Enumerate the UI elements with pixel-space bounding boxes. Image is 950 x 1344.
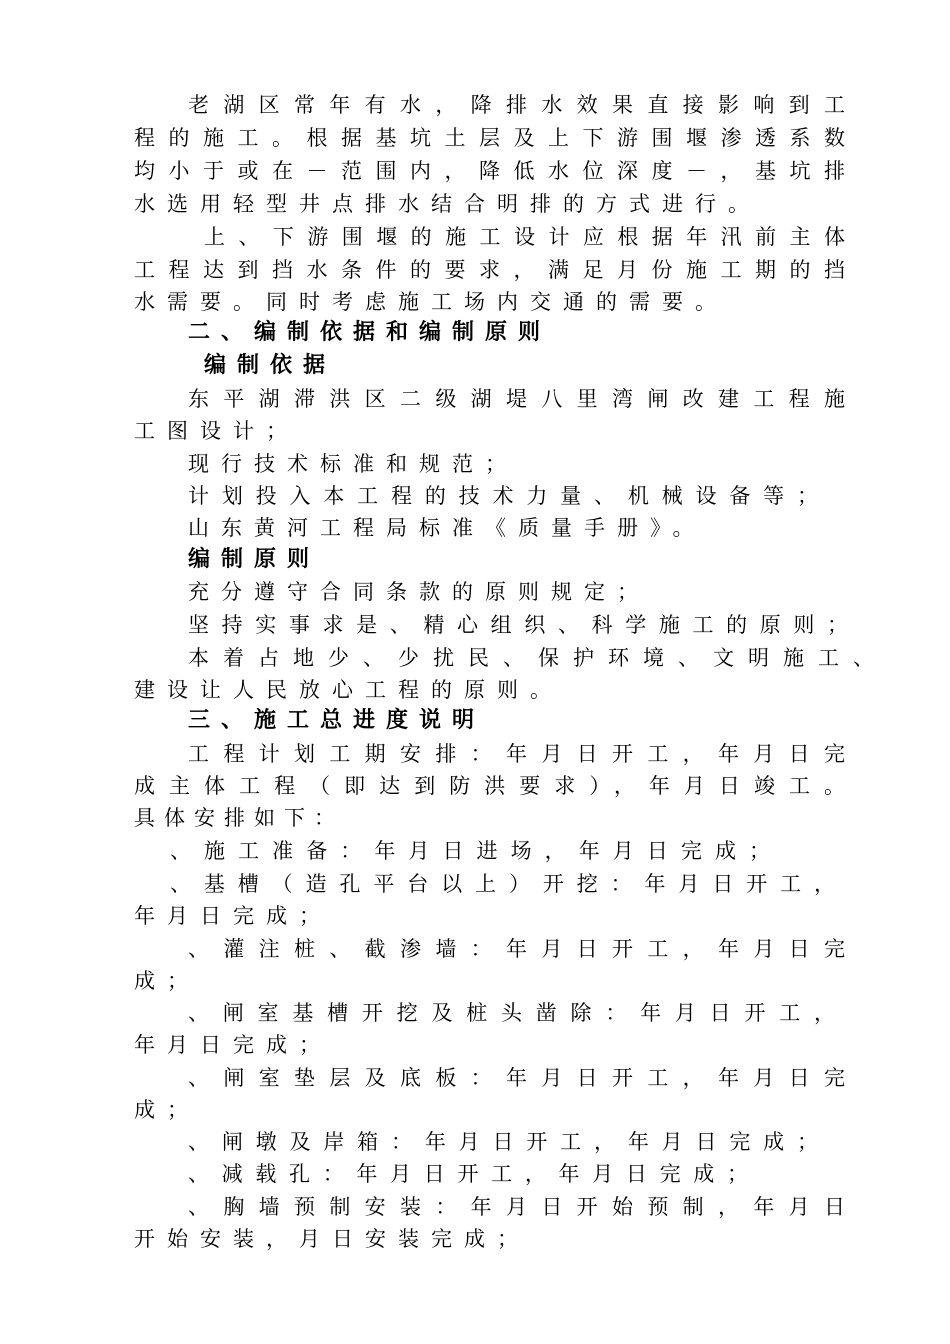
principle-item-3-line-2: 建设让人民放心工程的原则。 <box>134 678 563 702</box>
schedule-item-8-line-1: 、胸墙预制安装：年月日开始预制，年月日 <box>188 1195 845 1219</box>
section-3-heading: 三、施工总进度说明 <box>188 708 486 733</box>
basis-item-3: 计划投入本工程的技术力量、机械设备等； <box>188 484 818 508</box>
schedule-intro-line-2: 成主体工程（即达到防洪要求），年月日竣工。 <box>134 774 845 798</box>
schedule-item-2-line-1: 、基槽（造孔平台以上）开挖：年月日开工， <box>170 872 835 896</box>
schedule-item-1: 、施工准备：年月日进场，年月日完成； <box>170 839 770 863</box>
schedule-item-3-line-2: 成； <box>134 969 200 993</box>
schedule-item-4-line-1: 、闸室基槽开挖及桩头凿除：年月日开工， <box>188 1001 835 1025</box>
basis-item-1-line-2: 工图设计； <box>134 419 299 443</box>
schedule-item-4-line-2: 年月日完成； <box>134 1033 332 1057</box>
paragraph-1-line-4: 水选用轻型井点排水结合明排的方式进行。 <box>134 192 761 216</box>
principles-subheading: 编制原则 <box>188 547 321 572</box>
schedule-intro-line-1: 工程计划工期安排：年月日开工，年月日完 <box>188 742 845 766</box>
paragraph-2-line-1: 上、下游围堰的施工设计应根据年汛前主体 <box>204 225 845 249</box>
schedule-item-2-line-2: 年月日完成； <box>134 904 332 928</box>
basis-item-2: 现行技术标准和规范； <box>188 452 518 476</box>
section-2-heading: 二、编制依据和编制原则 <box>188 320 552 345</box>
schedule-item-6: 、闸墩及岸箱：年月日开工，年月日完成； <box>188 1130 818 1154</box>
basis-item-4: 山东黄河工程局标准《质量手册》。 <box>188 516 706 540</box>
paragraph-1-line-1: 老湖区常年有水，降排水效果直接影响到工 <box>188 93 845 117</box>
schedule-item-5-line-1: 、闸室垫层及底板：年月日开工，年月日完 <box>188 1066 845 1090</box>
schedule-item-7: 、减载孔：年月日开工，年月日完成； <box>188 1162 748 1186</box>
principle-item-2: 坚持实事求是、精心组织、科学施工的原则； <box>188 613 848 637</box>
paragraph-1-line-3: 均小于或在－范围内，降低水位深度－，基坑排 <box>134 159 845 183</box>
principle-item-3-line-1: 本着占地少、少扰民、保护环境、文明施工、 <box>188 646 874 670</box>
schedule-intro-line-3: 具体安排如下： <box>134 806 344 830</box>
schedule-item-5-line-2: 成； <box>134 1098 200 1122</box>
schedule-item-8-line-2: 开始安装，月日安装完成； <box>134 1227 530 1251</box>
schedule-item-3-line-1: 、灌注桩、截渗墙：年月日开工，年月日完 <box>188 937 845 961</box>
paragraph-2-line-3: 水需要。同时考虑施工场内交通的需要。 <box>134 290 728 314</box>
principle-item-1: 充分遵守合同条款的原则规定； <box>188 580 650 604</box>
paragraph-2-line-2: 工程达到挡水条件的要求，满足月份施工期的挡 <box>134 258 845 282</box>
paragraph-1-line-2: 程的施工。根据基坑土层及上下游围堰渗透系数 <box>134 126 845 150</box>
basis-item-1-line-1: 东平湖滞洪区二级湖堤八里湾闸改建工程施 <box>188 387 845 411</box>
basis-subheading: 编制依据 <box>204 353 337 378</box>
